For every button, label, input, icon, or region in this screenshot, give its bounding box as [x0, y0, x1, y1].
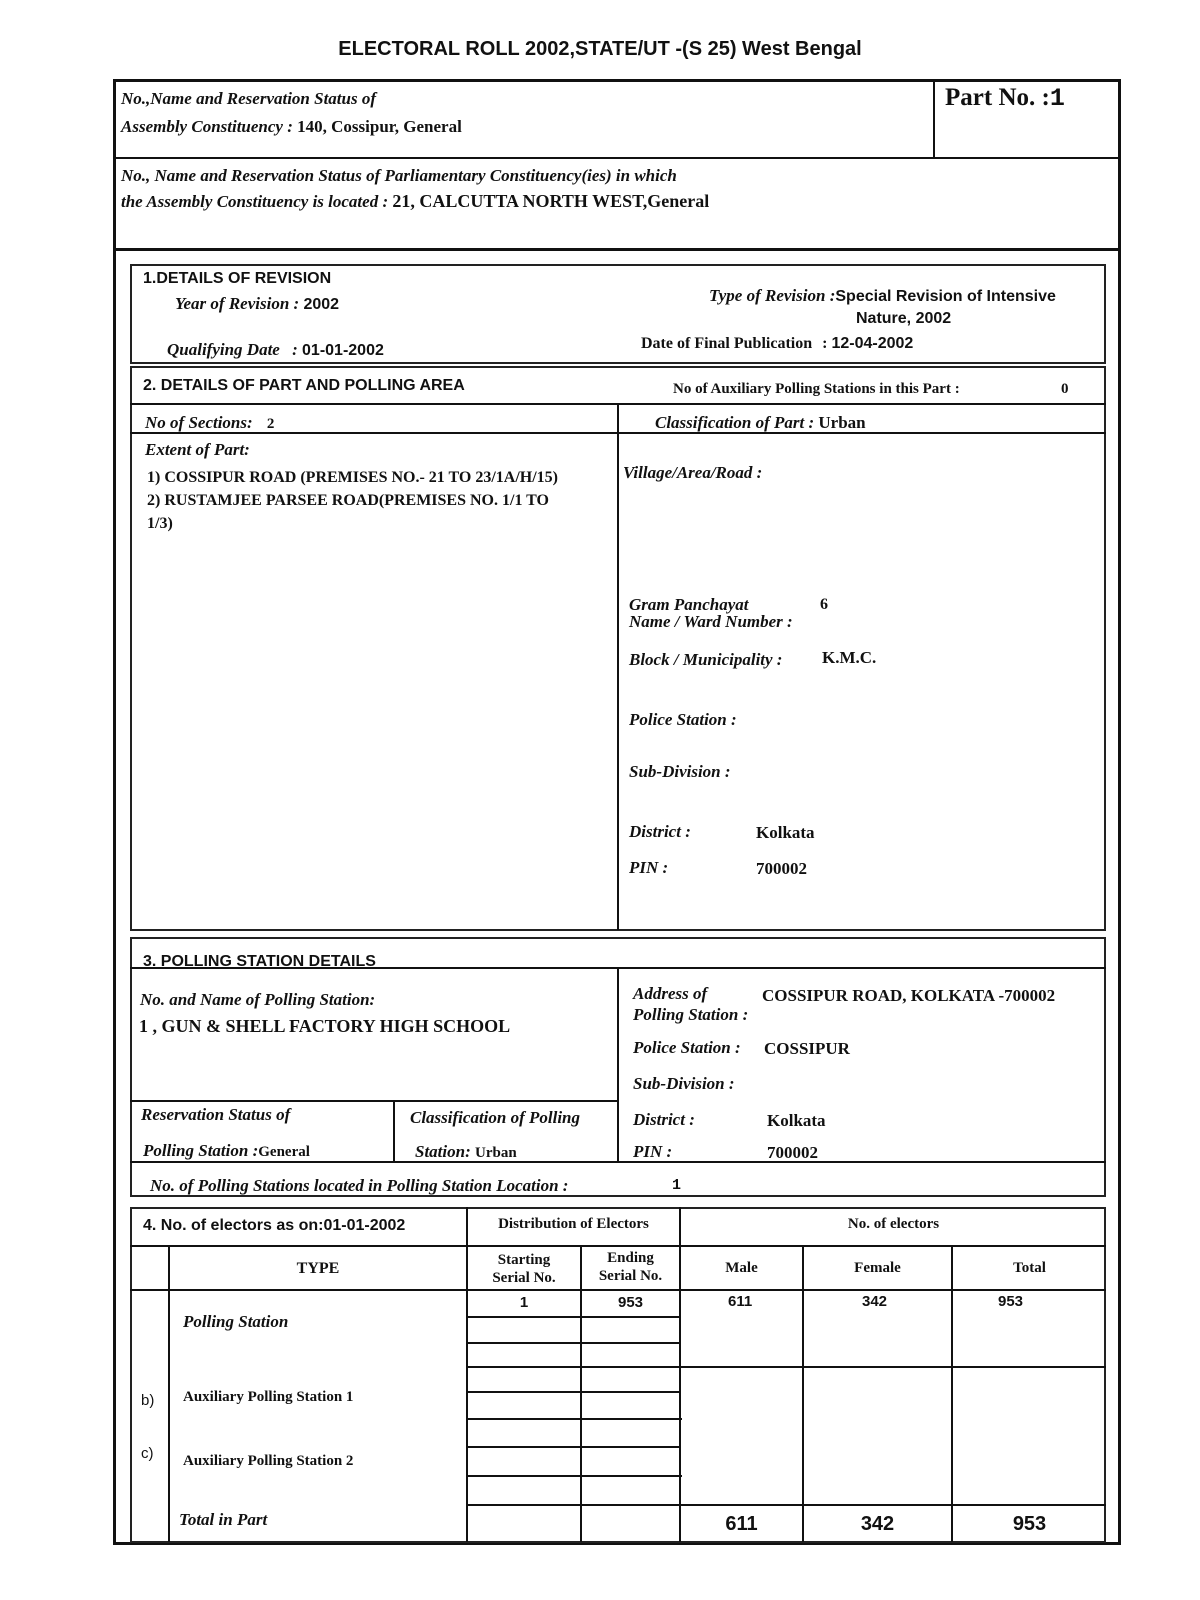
reservation-divider: [393, 1100, 395, 1162]
gram-label-line1: Gram Panchayat: [629, 595, 749, 614]
extent-label: Extent of Part:: [145, 440, 250, 459]
final-publication: [641, 335, 913, 353]
aux-label: No of Auxiliary Polling Stations in this Part :: [673, 381, 960, 397]
assembly-label-line1: No.,Name and Reservation Status of: [121, 89, 377, 108]
electors-heading: [143, 1217, 405, 1235]
row-marker: b): [141, 1392, 155, 1409]
reservation-row: [143, 1141, 310, 1161]
gram-label-line2: Name / Ward Number :: [629, 612, 793, 631]
row-total: 953: [998, 1293, 1024, 1310]
sub-division-label: Sub-Division :: [629, 762, 731, 781]
ps-classification-label-line2: Station:: [415, 1142, 471, 1161]
col-female: Female: [854, 1260, 901, 1276]
ps-district-label: District :: [633, 1110, 695, 1129]
ps-police-value: COSSIPUR: [764, 1039, 850, 1058]
gram-value: 6: [820, 596, 828, 613]
ps-pin-label: PIN :: [633, 1142, 673, 1161]
aux-stations: [673, 381, 1069, 398]
year-of-revision: [175, 294, 339, 314]
parliamentary-label-line2: the Assembly Constituency is located :: [121, 192, 389, 211]
part-no-divider: [933, 79, 935, 158]
block-label: Block / Municipality :: [629, 650, 783, 669]
classification-of-part: [655, 413, 866, 433]
assembly-value: 140, Cossipur, General: [297, 117, 462, 136]
header-divider: [113, 157, 1121, 159]
electors-heading-date: 01-01-2002: [323, 1217, 406, 1234]
year-label: Year of Revision :: [175, 294, 300, 313]
parliamentary-row: [121, 191, 709, 212]
electors-subheader-divider: [130, 1289, 1106, 1291]
part-area-heading: 2. DETAILS OF PART AND POLLING AREA: [143, 377, 465, 394]
distribution-column-divider: [679, 1207, 681, 1542]
female-column-divider: [951, 1245, 953, 1542]
col-start-line2: Serial No.: [492, 1270, 556, 1286]
col-male: Male: [725, 1260, 758, 1276]
extent-item: 1) COSSIPUR ROAD (PREMISES NO.- 21 TO 23/1A/H/15): [147, 469, 558, 486]
total-label: Total in Part: [179, 1510, 268, 1529]
polling-name-label: No. and Name of Polling Station:: [140, 990, 376, 1009]
row-marker: c): [141, 1445, 154, 1462]
part-no-label: Part No. :: [945, 84, 1050, 111]
parliamentary-value: 21, CALCUTTA NORTH WEST,General: [392, 191, 710, 211]
classification-label: Classification of Part :: [655, 413, 815, 432]
row-male: 611: [728, 1293, 753, 1310]
address-value: COSSIPUR ROAD, KOLKATA -700002: [762, 986, 1056, 1005]
district-value: Kolkata: [756, 823, 815, 842]
serial-row-line: [467, 1475, 682, 1477]
village-label: Village/Area/Road :: [623, 463, 763, 482]
sections-label: No of Sections:: [145, 413, 253, 432]
col-end-line2: Serial No.: [598, 1268, 663, 1284]
police-station-label: Police Station :: [629, 710, 737, 729]
reservation-value: General: [258, 1144, 310, 1160]
col-start: [468, 1251, 580, 1287]
pin-label: PIN :: [629, 858, 669, 877]
reservation-label-line1: Reservation Status of: [141, 1105, 291, 1124]
polling-name-value: 1 , GUN & SHELL FACTORY HIGH SCHOOL: [139, 1016, 511, 1036]
row-type: Auxiliary Polling Station 1: [183, 1389, 354, 1405]
polling-count-divider: [130, 1161, 1106, 1163]
serial-row-line: [467, 1418, 682, 1420]
col-end: [582, 1249, 679, 1285]
serial-column-divider: [580, 1245, 582, 1542]
row-end: 953: [617, 1294, 644, 1311]
serial-row-line: [467, 1342, 680, 1344]
polling-column-divider: [617, 967, 619, 1162]
aux-value: 0: [1061, 381, 1069, 397]
col-type: TYPE: [296, 1260, 340, 1277]
ps-row-divider: [467, 1366, 1106, 1368]
col-end-line1: Ending: [607, 1250, 654, 1266]
block-value: K.M.C.: [822, 648, 877, 667]
ps-classification-label-line1: Classification of Polling: [410, 1108, 581, 1127]
type-value-line1: Special Revision of Intensive: [835, 288, 1056, 305]
qualifying-value: 01-01-2002: [302, 342, 384, 359]
sections-value: 2: [266, 416, 275, 432]
document-title: ELECTORAL ROLL 2002,STATE/UT -(S 25) West Bengal: [338, 38, 862, 60]
row-type: Polling Station: [183, 1312, 289, 1331]
type-label: Type of Revision :: [709, 286, 836, 305]
count-header: No. of electors: [847, 1216, 940, 1232]
col-total: Total: [1013, 1260, 1046, 1276]
extent-item: 2) RUSTAMJEE PARSEE ROAD(PREMISES NO. 1/1 TO: [147, 492, 549, 509]
marker-column-divider: [168, 1245, 170, 1542]
row-type: Auxiliary Polling Station 2: [183, 1453, 354, 1469]
electors-heading-label: 4. No. of electors as on:: [143, 1217, 324, 1234]
distribution-header: Distribution of Electors: [498, 1216, 649, 1232]
ps-district-value: Kolkata: [767, 1111, 826, 1130]
header-bottom-divider: [113, 248, 1121, 251]
district-label: District :: [629, 822, 691, 841]
parliamentary-label-line1: No., Name and Reservation Status of Parliamentary Constituency(ies) in which: [121, 166, 677, 185]
assembly-row: [121, 117, 462, 137]
row-female: 342: [862, 1293, 888, 1310]
polling-name-divider: [130, 1100, 618, 1102]
extent-item: 1/3): [147, 515, 173, 532]
gram-panchayat-label: [629, 596, 793, 630]
ps-count-value: 1: [672, 1177, 682, 1194]
year-value: 2002: [303, 296, 340, 313]
qualifying-label: Qualifying Date: [167, 340, 280, 359]
total-male: 611: [725, 1513, 758, 1535]
final-pub-value: 12-04-2002: [831, 335, 914, 352]
ps-count-label: No. of Polling Stations located in Polling Station Location :: [150, 1176, 569, 1195]
pin-value: 700002: [756, 859, 807, 878]
total-total: 953: [1012, 1513, 1047, 1535]
ps-classification-row: [415, 1142, 517, 1162]
final-pub-colon: :: [822, 335, 828, 352]
serial-row-line: [467, 1391, 680, 1393]
final-pub-label: Date of Final Publication: [641, 335, 813, 352]
part-no: [945, 84, 1065, 113]
ps-pin-value: 700002: [767, 1143, 818, 1162]
ps-subdiv-label: Sub-Division :: [633, 1074, 735, 1093]
revision-heading: 1.DETAILS OF REVISION: [143, 270, 332, 287]
part-area-column-divider: [617, 403, 619, 930]
type-value-line2: Nature, 2002: [856, 310, 952, 327]
row-start: 1: [519, 1294, 529, 1311]
part-no-value: 1: [1049, 84, 1065, 113]
qualifying-date: [167, 340, 384, 360]
male-column-divider: [802, 1245, 804, 1542]
serial-row-line: [467, 1446, 680, 1448]
total-row-divider: [467, 1504, 1106, 1506]
polling-heading: 3. POLLING STATION DETAILS: [143, 953, 376, 970]
reservation-label-line2: Polling Station :: [143, 1141, 259, 1160]
total-female: 342: [860, 1513, 895, 1535]
electors-header-divider: [130, 1245, 1106, 1247]
ps-police-label: Police Station :: [633, 1038, 741, 1057]
ps-classification-value: Urban: [475, 1145, 517, 1161]
type-of-revision: [709, 286, 1056, 306]
address-label-line2: Polling Station :: [633, 1005, 749, 1024]
qualifying-colon: :: [292, 340, 298, 359]
no-of-sections: [145, 413, 274, 433]
serial-row-line: [467, 1316, 680, 1318]
address-label-line1: Address of: [633, 984, 708, 1003]
address-label: [633, 983, 748, 1025]
classification-value: Urban: [818, 413, 866, 432]
assembly-label-line2: Assembly Constituency :: [121, 117, 293, 136]
col-start-line1: Starting: [497, 1252, 551, 1268]
